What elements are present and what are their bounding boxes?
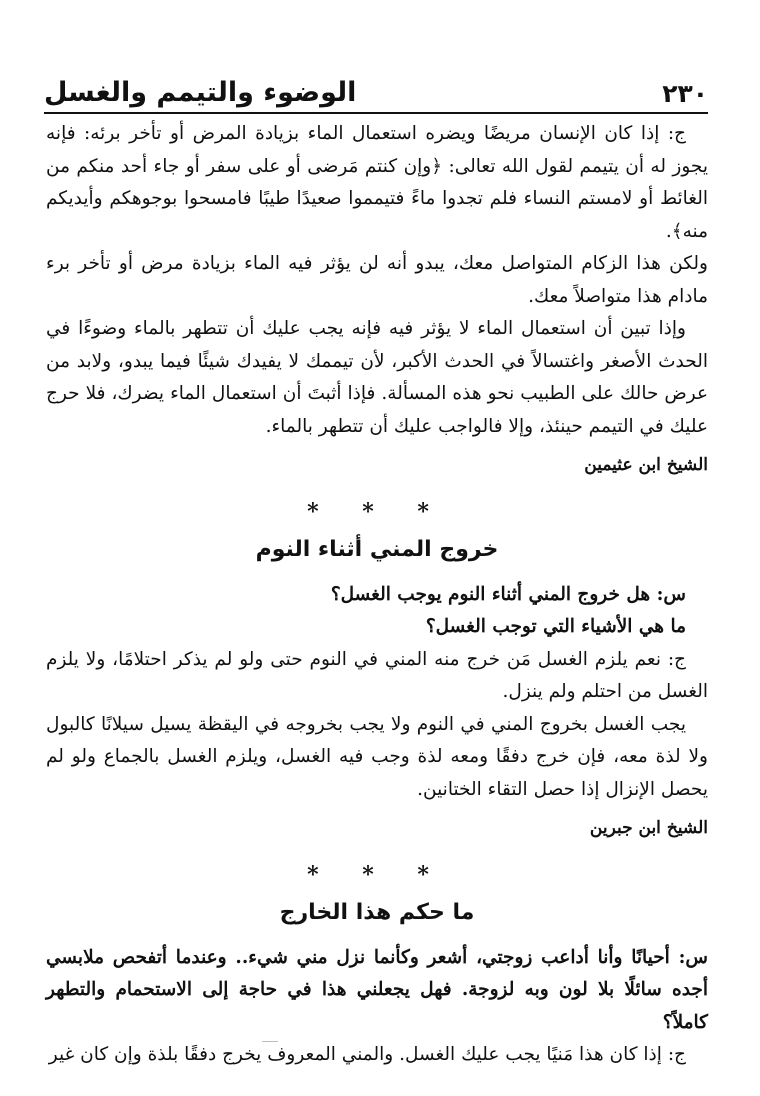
paragraph: وإذا تبين أن استعمال الماء لا يؤثر فيه فإنه يجب عليك أن تتطهر بالماء وضوءًا في الحدث الأصغر واغتسالاً في الحدث الأكبر، لأن تيممك لا يفيدك شيئًا فيما يبدو، ولابد من عرض حالك على الطبيب نحو هذه المسألة. فإذا أثبتَ أن استعمال الماء يضرك، فلا حرج عليك في التيمم حينئذ، وإلا فالواجب عليك أن تتطهر بالماء. [46,318,708,437]
footer-mark [262,1041,278,1042]
author-signature: الشيخ ابن عثيمين [584,455,708,475]
question: س: هل خروج المني أثناء النوم يوجب الغسل؟ [330,583,686,605]
answer-paragraph: ج: نعم يلزم الغسل مَن خرج منه المني في النوم حتى ولو لم يذكر احتلامًا، ولا يلزم الغسل من احتلم ولم ينزل. [46,648,708,702]
section-heading: خروج المني أثناء النوم [255,537,499,562]
paragraph: ولكن هذا الزكام المتواصل معك، يبدو أنه لن يؤثر فيه الماء بزيادة مرض أو تأخر برء مادام هذا متواصلاً معك. [46,253,708,307]
author-signature: الشيخ ابن جبرين [589,818,708,838]
paragraph: يجب الغسل بخروج المني في النوم ولا يجب بخروجه في اليقظة يسيل سيلانًا كالبول ولا لذة معه، فإن خرج دفقًا ومعه لذة وجب فيه الغسل، ويلزم الغسل بالجماع ولو لم يحصل الإنزال إذا حصل التقاء الختانين. [46,713,708,800]
page-number: ٢٣٠ [662,79,708,108]
section-heading: ما حكم هذا الخارج [279,900,475,925]
answer-paragraph: ج: إذا كان هذا مَنيًا يجب عليك الغسل. والمني المعروف يخرج دفقًا بلذة وإن كان غير [48,1044,686,1065]
running-title: الوضوء والتيمم والغسل [44,77,357,108]
section-separator: * * * [307,861,447,888]
section-separator: * * * [307,498,447,525]
question: ما هي الأشياء التي توجب الغسل؟ [425,616,686,637]
answer-paragraph: ج: إذا كان الإنسان مريضًا ويضره استعمال الماء بزيادة المرض أو تأخر برئه: فإنه يجوز له أن يتيمم لقول الله تعالى: ﴿وإن كنتم مَرضى أو على سفر أو جاء أحد منكم من الغائط أو لامستم النساء فلم تجدوا ماءً فتيمموا صعيدًا طيبًا فامسحوا بوجوهكم وأيديكم منه﴾. [46,123,708,242]
page-body [46,118,708,1072]
question: س: أحيانًا وأنا أداعب زوجتي، أشعر وكأنما نزل مني شيء.. وعندما أتفحص ملابسي أجده سائلًا بلا لون وبه لزوجة. فهل يجعلني هذا في حاجة إلى الاستحمام والتطهر كاملاً؟ [46,946,708,1033]
page-header [44,70,708,114]
